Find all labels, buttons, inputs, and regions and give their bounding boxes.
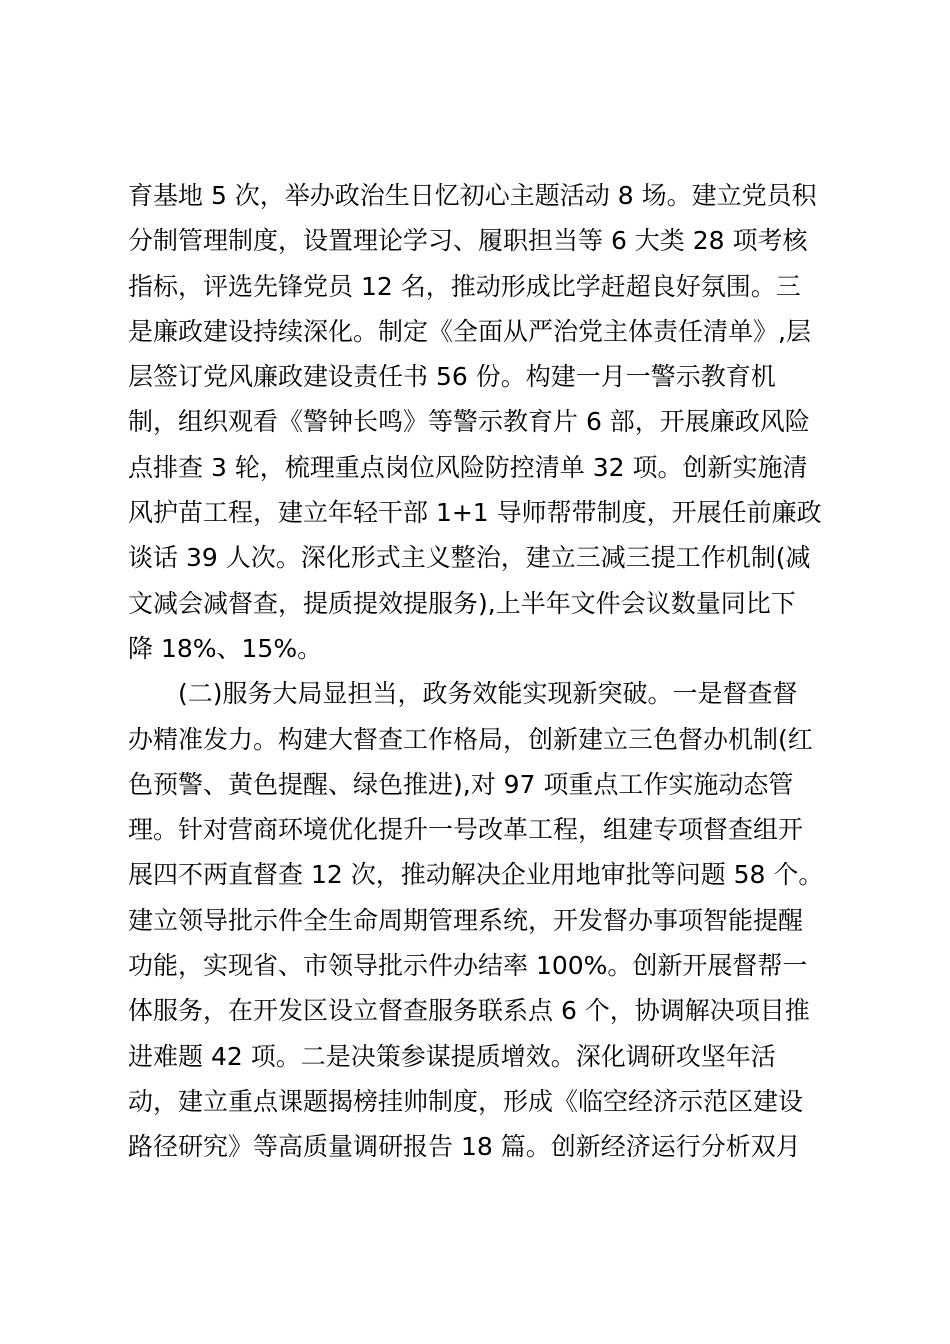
text-line: 是廉政建设持续深化。制定《全面从严治党主体责任清单》,层 (128, 316, 811, 346)
document-body (128, 173, 838, 1170)
text-line: 功能，实现省、市领导批示件办结率 100%。创新开展督帮一 (128, 951, 808, 981)
text-line: 体服务，在开发区设立督查服务联系点 6 个，协调解决项目推 (128, 996, 810, 1026)
text-line: 进难题 42 项。二是决策参谋提质增效。深化调研攻坚年活 (128, 1041, 776, 1071)
text-line: 降 18%、15%。 (128, 633, 323, 663)
text-line: 制，组织观看《警钟长鸣》等警示教育片 6 部，开展廉政风险 (128, 407, 810, 437)
text-line: 风护苗工程，建立年轻干部 1+1 导师帮带制度，开展任前廉政 (128, 498, 822, 528)
text-line: 育基地 5 次，举办政治生日忆初心主题活动 8 场。建立党员积 (128, 181, 817, 210)
text-line: 展四不两直督查 12 次，推动解决企业用地审批等问题 58 个。 (128, 860, 824, 890)
text-line: 动，建立重点课题揭榜挂帅制度，形成《临空经济示范区建设 (128, 1086, 804, 1116)
text-line: 点排查 3 轮，梳理重点岗位风险防控清单 32 项。创新实施清 (128, 452, 808, 482)
text-line: 理。针对营商环境优化提升一号改革工程，组建专项督查组开 (128, 815, 804, 845)
text-line: 建立领导批示件全生命周期管理系统，开发督办事项智能提醒 (128, 905, 804, 935)
text-line: 路径研究》等高质量调研报告 18 篇。创新经济运行分析双月 (128, 1132, 801, 1162)
text-line: 文减会减督查，提质提效提服务),上半年文件会议数量同比下 (128, 588, 796, 618)
text-line: 办精准发力。构建大督查工作格局，创新建立三色督办机制(红 (128, 724, 813, 754)
text-line: 分制管理制度，设置理论学习、履职担当等 6 大类 28 项考核 (128, 226, 808, 256)
text-line: 色预警、黄色提醒、绿色推进),对 97 项重点工作实施动态管 (128, 769, 794, 799)
text-line: 层签订党风廉政建设责任书 56 份。构建一月一警示教育机 (128, 362, 776, 392)
text-line: 谈话 39 人次。深化形式主义整治，建立三减三提工作机制(减 (128, 543, 811, 573)
paragraph-heading-line: (二)服务大局显担当，政务效能实现新突破。一是督查督 (178, 679, 798, 709)
text-line: 指标，评选先锋党员 12 名，推动形成比学赶超良好氛围。三 (128, 271, 801, 301)
